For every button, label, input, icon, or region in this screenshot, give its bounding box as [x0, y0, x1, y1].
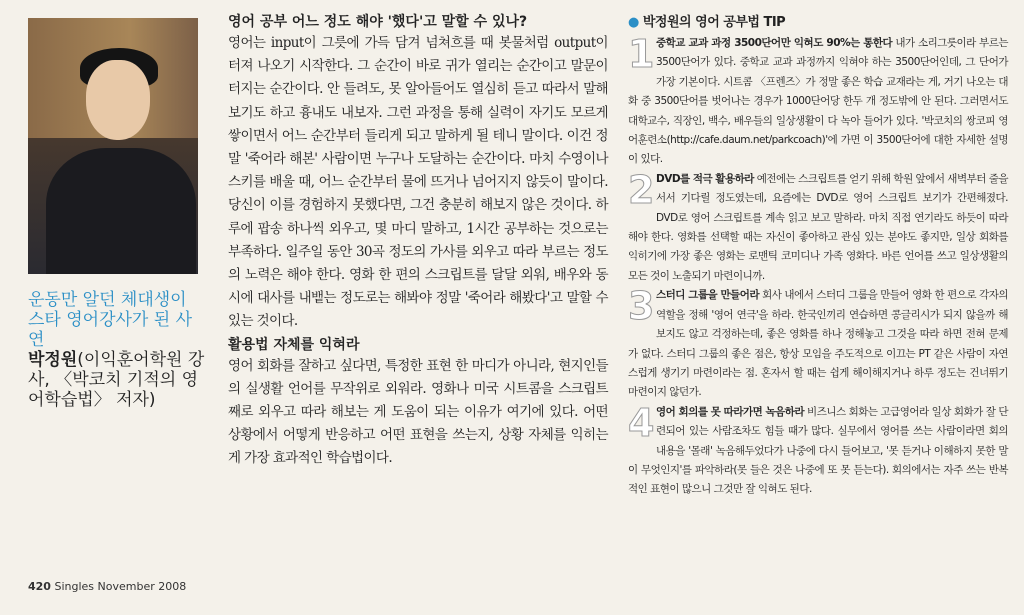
tip-body: 내가 소리그릇이라 부르는 3500단어가 있다. 중학교 교과 과정까지 익혀야 하는 3500단어인데, 그 단어가 가장 기본이다. 시트콤 〈프렌즈〉가 정말 좋은 학습 교재라는 게, 거기 나오는 대화 중 3500단어를 벗어나는 경우가 1000단어당 한두 개 정도밖에 안 된다. 그러면서도 대학교수, 직장인, 백수, 배우들의 일상생활이 다 녹아 들어가 있다. '박코치의 쌍코피 영어훈련소(http://cafe.daum.net/parkcoach)'에 가면 이 3500단어에 대한 자세한 설명이 있다.: [628, 37, 1008, 166]
page-footer: [28, 580, 186, 593]
tip-title: DVD를 적극 활용하라: [656, 172, 754, 185]
tip-item: [628, 400, 1008, 500]
section-heading-2: 활용법 자체를 익혀라: [228, 336, 360, 353]
tip-item: [628, 167, 1009, 286]
photo-face: [86, 60, 150, 140]
tip-number: 1: [628, 32, 654, 76]
tip-heading-text: 박정원의 영어 공부법 TIP: [642, 15, 786, 30]
tip-heading: [628, 14, 1008, 32]
photo-body: [46, 148, 196, 274]
author-photo: [28, 18, 198, 274]
tip-title: 영어 회의를 못 따라가면 녹음하라: [656, 405, 805, 418]
author-tagline: 운동만 알던 체대생이 스타 영어강사가 된 사연: [28, 290, 193, 350]
page-number: 420: [28, 580, 51, 593]
article-column: [228, 12, 608, 471]
tip-body: 비즈니스 회화는 고급영어라 일상 회화가 잘 단련되어 있는 사람조차도 힘들 때가 많다. 실무에서 영어를 쓰는 사람이라면 회의 내용을 '몰래' 녹음해두었다가 나중에 다시 들어보고, '못 듣거나 이해하지 못한 말이 무엇인지'를 파악하라(못 들은 것은 나중에 또 못 듣는다). 회의에서는 자주 쓰는 반복적인 표현이 많으니 그것만 잘 익혀도 된다.: [628, 405, 1008, 496]
author-credentials: (이익훈어학원 강사, 〈박코치 기적의 영어학습법〉 저자): [28, 350, 205, 410]
author-name-bold: 박정원: [28, 350, 78, 370]
tip-number: 3: [628, 284, 654, 329]
section-heading-1: 영어 공부 어느 정도 해야 '했다'고 말할 수 있나?: [228, 14, 528, 30]
tip-number: 2: [628, 167, 654, 212]
tip-title: 스터디 그룹을 만들어라: [656, 289, 760, 302]
tip-box: [628, 14, 1008, 500]
tip-number: 4: [628, 400, 654, 445]
paragraph-1: 영어는 input이 그릇에 가득 담겨 넘쳐흐를 때 봇물처럼 output이 터져 나오기 시작한다. 그 순간이 바로 귀가 열리는 순간이고 말문이 터지는 순간이다. 안 들려도, 못 알아들어도 열심히 듣고 따라서 말해보기도 하고 흉내도 내보자. 그런 과정을 통해 실력이 자기도 모르게 쌓이면서 어느 순간부터 들리게 되고 말하게 될 테니 말이다. 이건 정말 '죽어라 해본' 사람이면 누구나 도달하는 순간이다. 마치 수영이나 스키를 배울 때, 어느 순간부터 물에 뜨거나 넘어지지 않듯이 말이다. 당신이 이를 경험하지 못했다면, 그건 충분히 해보지 않은 것이다. 하루에 팝송 하나씩 외우고, 몇 마디 말하고, 1시간 공부하는 것으로는 부족하다. 일주일 동안 30곡 정도의 가사를 외우고 따라 부르는 정도의 노력은 해야 한다. 영화 한 편의 스크립트를 달달 외워, 배우와 동시에 대사를 내뱉는 정도로는 해봐야 정말 '죽어라 해봤다'고 말할 수 있는 것이다.: [228, 35, 608, 330]
tip-body: 회사 내에서 스터디 그룹을 만들어 영화 한 편으로 각자의 역할을 정해 '영어 연극'을 하라. 한국인끼리 연습하면 콩글리시가 되지 않을까 해보지도 않고 걱정하는데, 좋은 영화를 하나 정해놓고 그것을 따라 하면 전혀 문제가 없다. 스터디 그룹의 좋은 점은, 항상 모임을 주도적으로 이끄는 PT 같은 사람이 자연스럽게 생기기 마련이라는 점. 혼자서 할 때는 쉽게 해이해지거나 하루 정도는 건너뛰기 마련이지 않던가.: [628, 289, 1008, 399]
tip-text: [628, 34, 1008, 170]
tip-body: 예전에는 스크립트를 얻기 위해 학원 앞에서 새벽부터 줄을 서서 기다릴 정도였는데, 요즘에는 DVD로 영어 스크립트 보기가 간편해졌다. DVD로 영어 스크립트를 계속 읽고 보고 말하라. 마치 직접 연기라도 하듯이 따라 해야 한다. 영화를 선택할 때는 자신이 좋아하고 관심 있는 분야도 좋지만, 일상 회화를 익히기에 가장 좋은 영화는 로맨틱 코미디나 가족 영화다. 바른 언어를 쓰고 일상생활의 모든 것이 노출되기 마련이니까.: [628, 172, 1009, 282]
tip-item: [628, 34, 1008, 170]
tip-text: [628, 400, 1008, 500]
tip-title: 중학교 교과 과정 3500단어만 익혀도 90%는 통한다: [656, 37, 893, 49]
bullet-dot-icon: ●: [628, 15, 639, 30]
tip-text: [628, 167, 1009, 286]
paragraph-2: 영어 회화를 잘하고 싶다면, 특정한 표현 한 마디가 아니라, 현지인들의 실생활 언어를 무작위로 외워라. 영화나 미국 시트콤을 스크립트째로 외우고 따라 해보는 게 도움이 되는 이유가 여기에 있다. 어떤 상황에서 어떻게 반응하고 어떤 표현을 쓰는지, 상황 자체를 익히는 게 가장 효과적인 학습법이다.: [228, 357, 608, 467]
magazine-issue: Singles November 2008: [54, 580, 187, 593]
tip-text: [628, 286, 1008, 402]
tip-item: [628, 286, 1008, 402]
author-name: [28, 350, 208, 410]
author-caption: [28, 290, 208, 410]
